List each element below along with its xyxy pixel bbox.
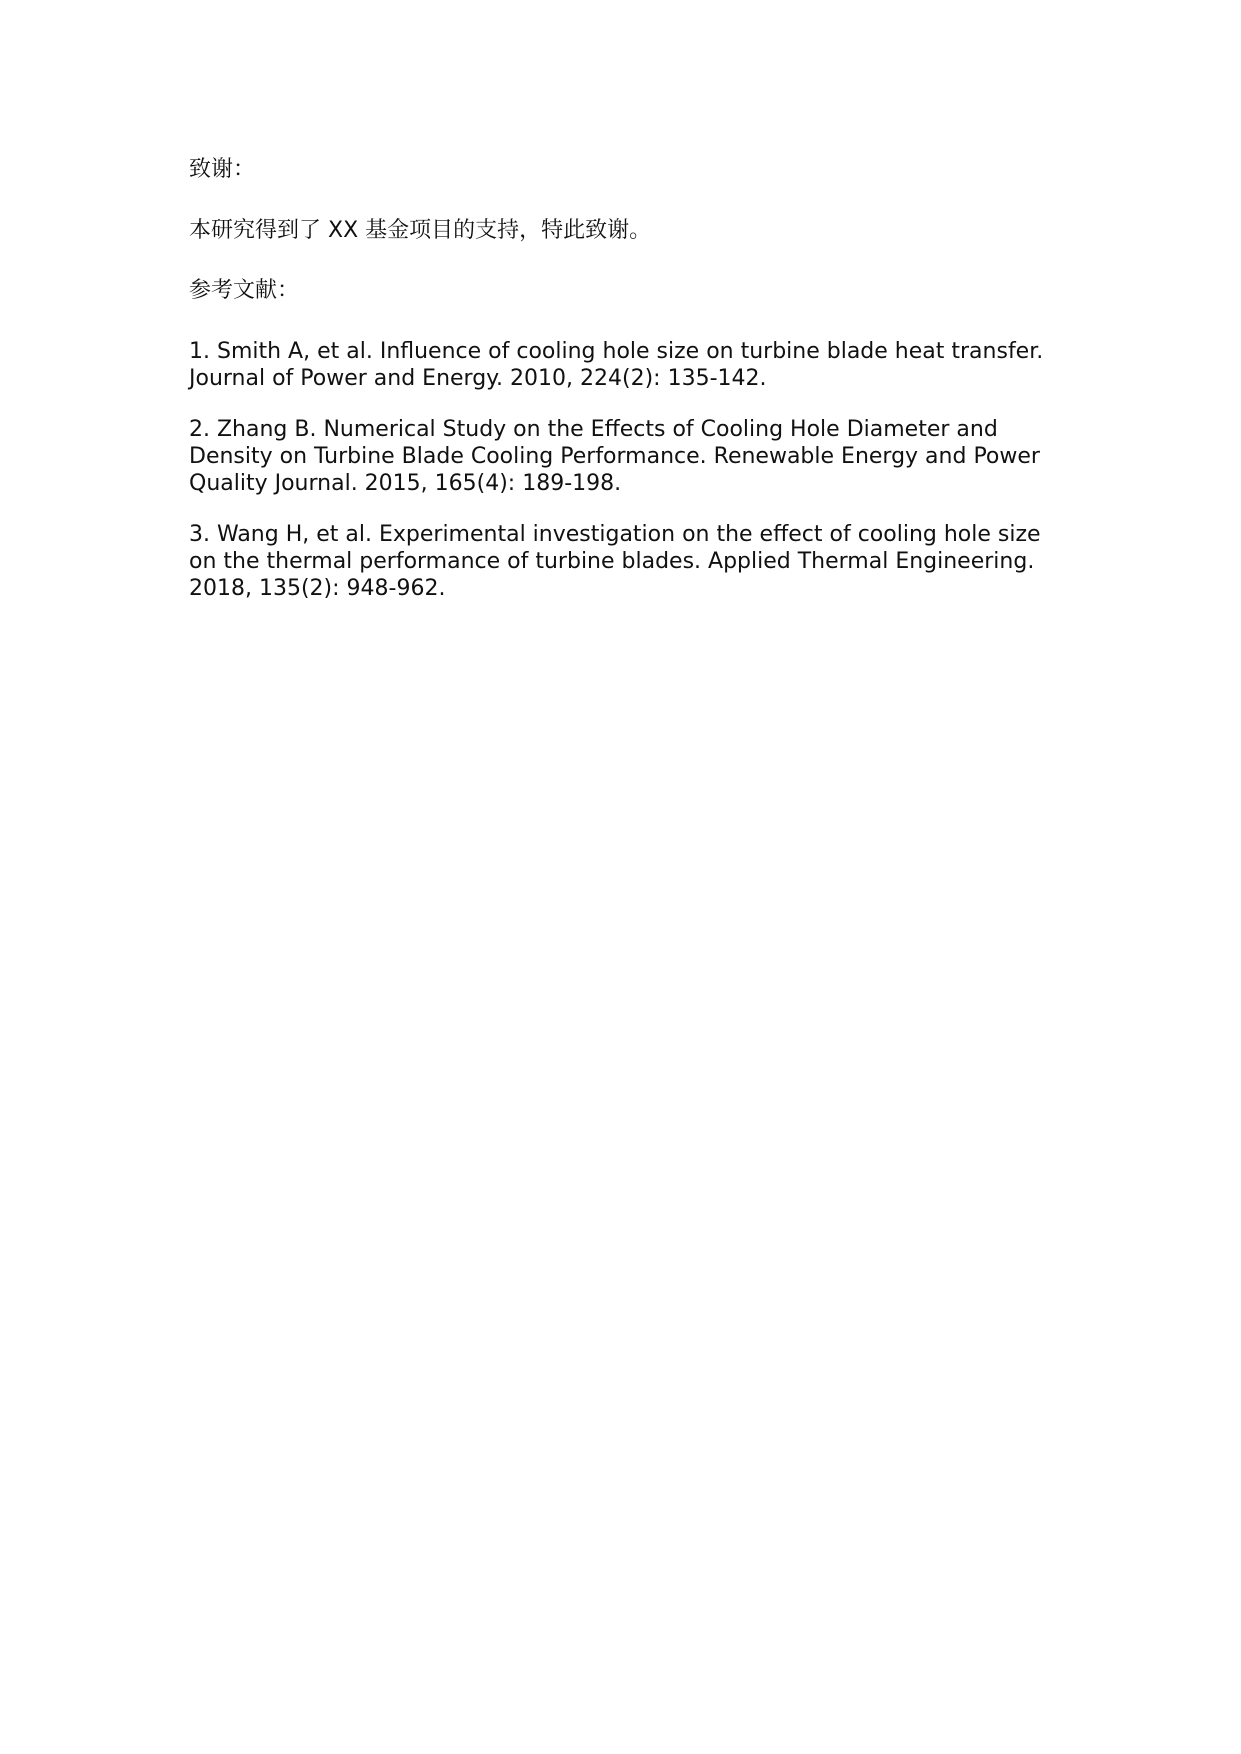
acknowledgment-text: 本研究得到了 XX 基金项目的支持，特此致谢。 xyxy=(189,218,652,243)
reference-item: 1. Smith A, et al. Influence of cooling hole size on turbine blade heat transfer. Journal of Power and Energy. 2010, 224(2): 135-142. xyxy=(189,339,1044,391)
acknowledgment-heading: 致谢： xyxy=(189,157,256,182)
references-heading: 参考文献： xyxy=(189,278,300,303)
reference-item: 2. Zhang B. Numerical Study on the Effects of Cooling Hole Diameter and Density on Turbine Blade Cooling Performance. Renewable Energy and Power Quality Journal. 2015, 165(4): 189-198. xyxy=(189,417,1040,496)
reference-list xyxy=(189,338,1069,602)
reference-item: 3. Wang H, et al. Experimental investigation on the effect of cooling hole size on the thermal performance of turbine blades. Applied Thermal Engineering. 2018, 135(2): 948-962. xyxy=(189,522,1041,601)
document-page xyxy=(189,156,1069,626)
